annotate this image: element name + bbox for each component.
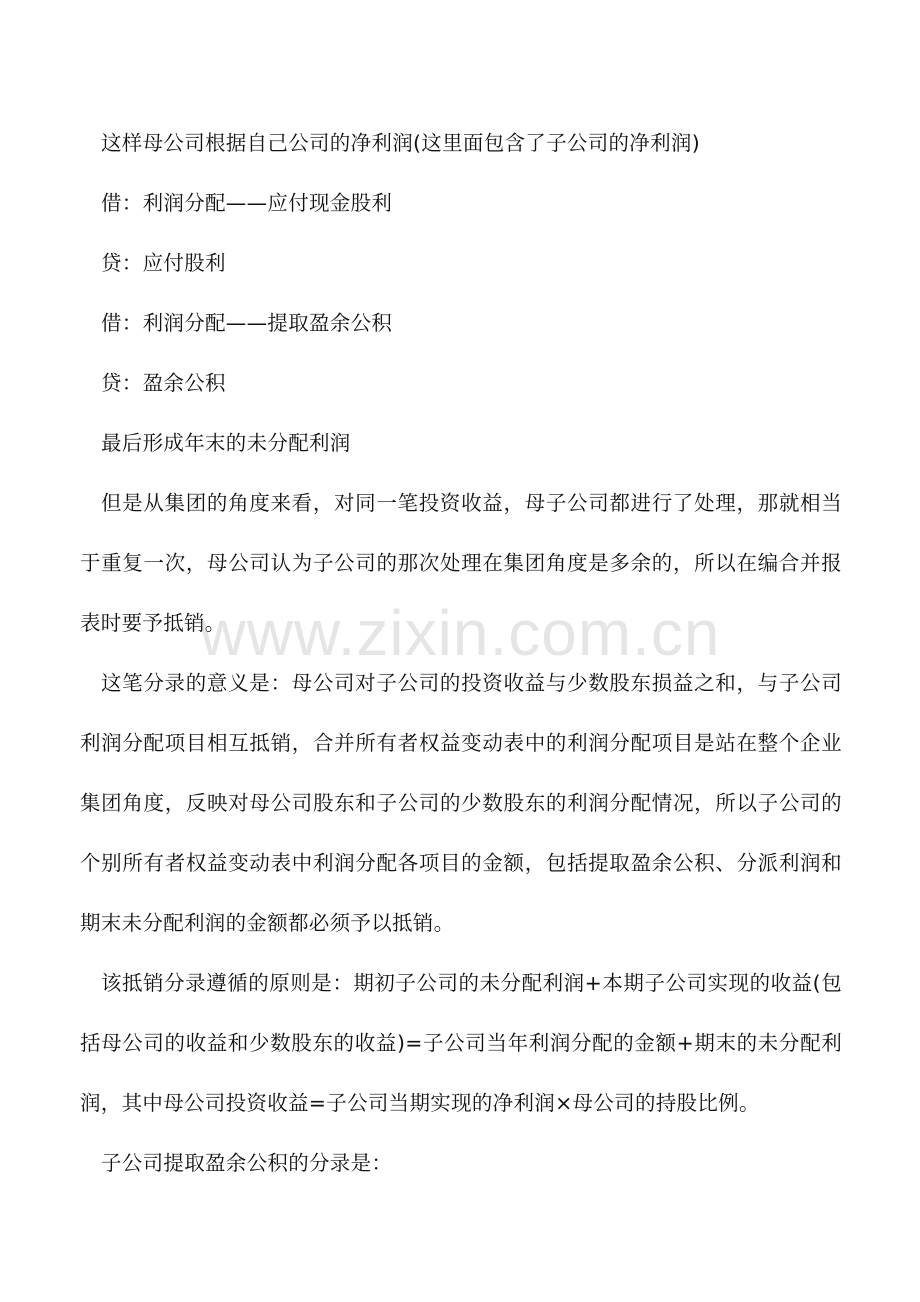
paragraph: 贷：盈余公积: [101, 371, 226, 395]
paragraph: 借：利润分配——提取盈余公积: [101, 311, 393, 335]
paragraph: 这笔分录的意义是：母公司对子公司的投资收益与少数股东损益之和，与子公司利润分配项目相互抵销，合并所有者权益变动表中的利润分配项目是站在整个企业集团角度，反映对母公司股东和子公司的少数股东的利润分配情况，所以子公司的个别所有者权益变动表中利润分配各项目的金额，包括提取盈余公积、分派利润和期末未分配利润的金额都必须予以抵销。: [80, 671, 842, 935]
paragraph: 贷：应付股利: [101, 251, 226, 275]
paragraph: 该抵销分录遵循的原则是：期初子公司的未分配利润+本期子公司实现的收益(包括母公司的收益和少数股东的收益)=子公司当年利润分配的金额+期末的未分配利润，其中母公司投资收益=子公司当期实现的净利润×母公司的持股比例。: [80, 971, 842, 1115]
paragraph: 最后形成年末的未分配利润: [101, 431, 351, 455]
paragraph: 这样母公司根据自己公司的净利润(这里面包含了子公司的净利润): [101, 131, 700, 155]
paragraph: 子公司提取盈余公积的分录是：: [101, 1151, 393, 1175]
paragraph: 借：利润分配——应付现金股利: [101, 191, 393, 215]
watermark: www.zixin.com.cn: [199, 597, 721, 669]
paragraph: 但是从集团的角度来看，对同一笔投资收益，母子公司都进行了处理，那就相当于重复一次，母公司认为子公司的那次处理在集团角度是多余的，所以在编合并报表时要予抵销。: [80, 491, 842, 635]
document-body: [80, 113, 842, 1193]
